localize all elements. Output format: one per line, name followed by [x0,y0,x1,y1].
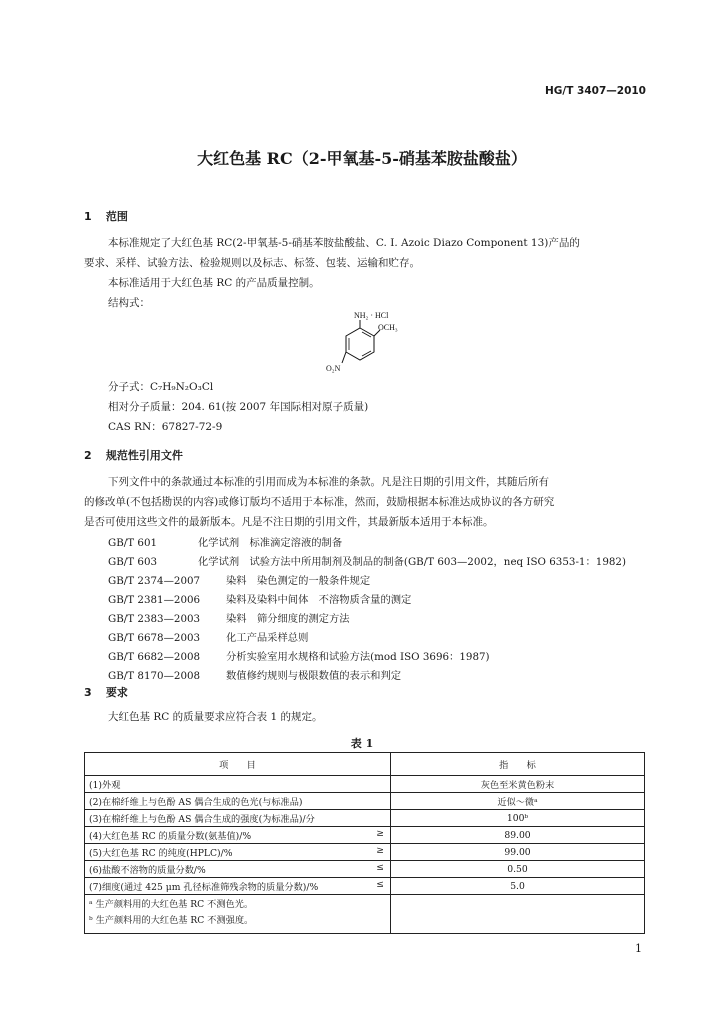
scope-applicability: 本标准适用于大红色基 RC 的产品质量控制。 [108,277,320,289]
value-cell: 灰色至米黄色粉末 [391,776,645,793]
requirements-paragraph: 大红色基 RC 的质量要求应符合表 1 的规定。 [108,711,323,723]
limit-symbol: ≥ [376,845,384,856]
nitro-group-label: O₂N [326,364,341,373]
reference-title: 染料 筛分细度的测定方法 [226,613,350,625]
table-notes-row [85,895,645,934]
section-2-heading [84,447,183,463]
item-text: (3)在棉纤维上与色酚 AS 偶合生成的强度(为标准品)/分 [89,814,315,825]
section-1-heading [84,208,128,224]
references-paragraph-line-1: 下列文件中的条款通过本标准的引用而成为本标准的条款。凡是注日期的引用文件，其随后所有 [108,476,549,488]
molecular-formula [108,379,213,394]
reference-title: 数值修约规则与极限数值的表示和判定 [226,670,402,682]
reference-code: GB/T 601 [108,537,158,549]
formula-value: C₇H₉N₂O₃Cl [150,381,214,393]
standard-code: HG/T 3407—2010 [544,85,646,97]
methoxy-group-label: OCH₃ [378,323,398,332]
references-paragraph-line-2: 的修改单(不包括勘误的内容)或修订版均不适用于本标准，然而，鼓励根据本标准达成协议的各方研究 [84,496,555,508]
reference-code: GB/T 2383—2003 [108,613,201,625]
benzene-ring [346,328,374,360]
value-cell: 89.00 [391,827,645,844]
reference-code: GB/T 2381—2006 [108,594,201,606]
column-header-item: 项 目 [85,753,391,776]
limit-symbol: ≤ [376,879,384,890]
formula-label: 分子式： [108,381,150,393]
table-row [85,810,645,827]
footnote-a: ᵃ 生产颜料用的大红色基 RC 不测色光。 [89,899,254,910]
item-text: (1)外观 [89,780,121,791]
item-text: (5)大红色基 RC 的纯度(HPLC)/% [89,848,233,859]
reference-title: 化学试剂 标准滴定溶液的制备 [198,537,343,549]
item-text: (6)盐酸不溶物的质量分数/% [89,865,206,876]
section-number: 3 [84,686,92,699]
table-header-row [85,753,645,776]
section-number: 2 [84,449,92,462]
reference-item [108,553,626,568]
item-cell [85,878,391,895]
table-notes-empty [391,895,645,934]
structural-formula [318,308,428,378]
reference-title: 化学试剂 试验方法中所用制剂及制品的制备(GB/T 603—2002，neq ISO 6353-1：1982) [198,556,626,568]
item-cell [85,810,391,827]
reference-code: GB/T 2374—2007 [108,575,201,587]
scope-paragraph-line-1: 本标准规定了大红色基 RC(2-甲氧基-5-硝基苯胺盐酸盐、C. I. Azoic Diazo Component 13)产品的 [108,237,580,249]
value-cell: 5.0 [391,878,645,895]
scope-paragraph-line-2: 要求、采样、试验方法、检验规则以及标志、标签、包装、运输和贮存。 [84,257,420,269]
reference-item [108,591,411,606]
table-row [85,776,645,793]
table-row [85,844,645,861]
section-3-heading [84,684,128,700]
cas-number: CAS RN：67827-72-9 [108,421,223,433]
section-title: 范围 [105,210,128,223]
value-cell: 99.00 [391,844,645,861]
item-cell [85,776,391,793]
table-row [85,827,645,844]
footnote-b: ᵇ 生产颜料用的大红色基 RC 不测强度。 [89,915,254,926]
reference-title: 分析实验室用水规格和试验方法(mod ISO 3696：1987) [226,651,490,663]
reference-item [108,610,350,625]
item-text: (4)大红色基 RC 的质量分数(氨基值)/% [89,831,252,842]
reference-code: GB/T 603 [108,556,158,568]
document-title: 大红色基 RC（2-甲氧基-5-硝基苯胺盐酸盐） [197,149,527,168]
section-number: 1 [84,210,92,223]
reference-title: 染料及染料中间体 不溶物质含量的测定 [226,594,412,606]
item-cell [85,827,391,844]
section-title: 要求 [105,686,128,699]
table-row [85,793,645,810]
reference-title: 化工产品采样总则 [226,632,309,644]
column-header-value: 指 标 [391,753,645,776]
table-row [85,878,645,895]
molecular-mass: 相对分子质量：204. 61(按 2007 年国际相对原子质量) [108,401,369,413]
reference-code: GB/T 8170—2008 [108,670,201,682]
value-cell: 100ᵇ [391,810,645,827]
reference-title: 染料 染色测定的一般条件规定 [226,575,371,587]
item-cell [85,844,391,861]
value-cell: 0.50 [391,861,645,878]
item-text: (7)细度(通过 425 μm 孔径标准筛残余物的质量分数)/% [89,882,319,893]
table-caption: 表 1 [350,737,374,750]
reference-item [108,667,401,682]
reference-item [108,534,342,549]
table-notes [85,895,391,934]
item-cell [85,861,391,878]
amine-group-label: NH₂ · HCl [354,311,389,320]
item-text: (2)在棉纤维上与色酚 AS 偶合生成的色光(与标准品) [89,797,303,808]
limit-symbol: ≤ [376,862,384,873]
reference-code: GB/T 6678—2003 [108,632,201,644]
reference-item [108,648,490,663]
limit-symbol: ≥ [376,828,384,839]
table-row [85,861,645,878]
structure-label: 结构式： [108,297,150,309]
requirements-table [84,752,645,934]
item-cell [85,793,391,810]
reference-item [108,629,308,644]
section-title: 规范性引用文件 [105,449,183,462]
page-number: 1 [635,942,642,955]
reference-code: GB/T 6682—2008 [108,651,201,663]
references-paragraph-line-3: 是否可使用这些文件的最新版本。凡是不注日期的引用文件，其最新版本适用于本标准。 [84,516,494,528]
value-cell: 近似～微ᵃ [391,793,645,810]
reference-item [108,572,370,587]
